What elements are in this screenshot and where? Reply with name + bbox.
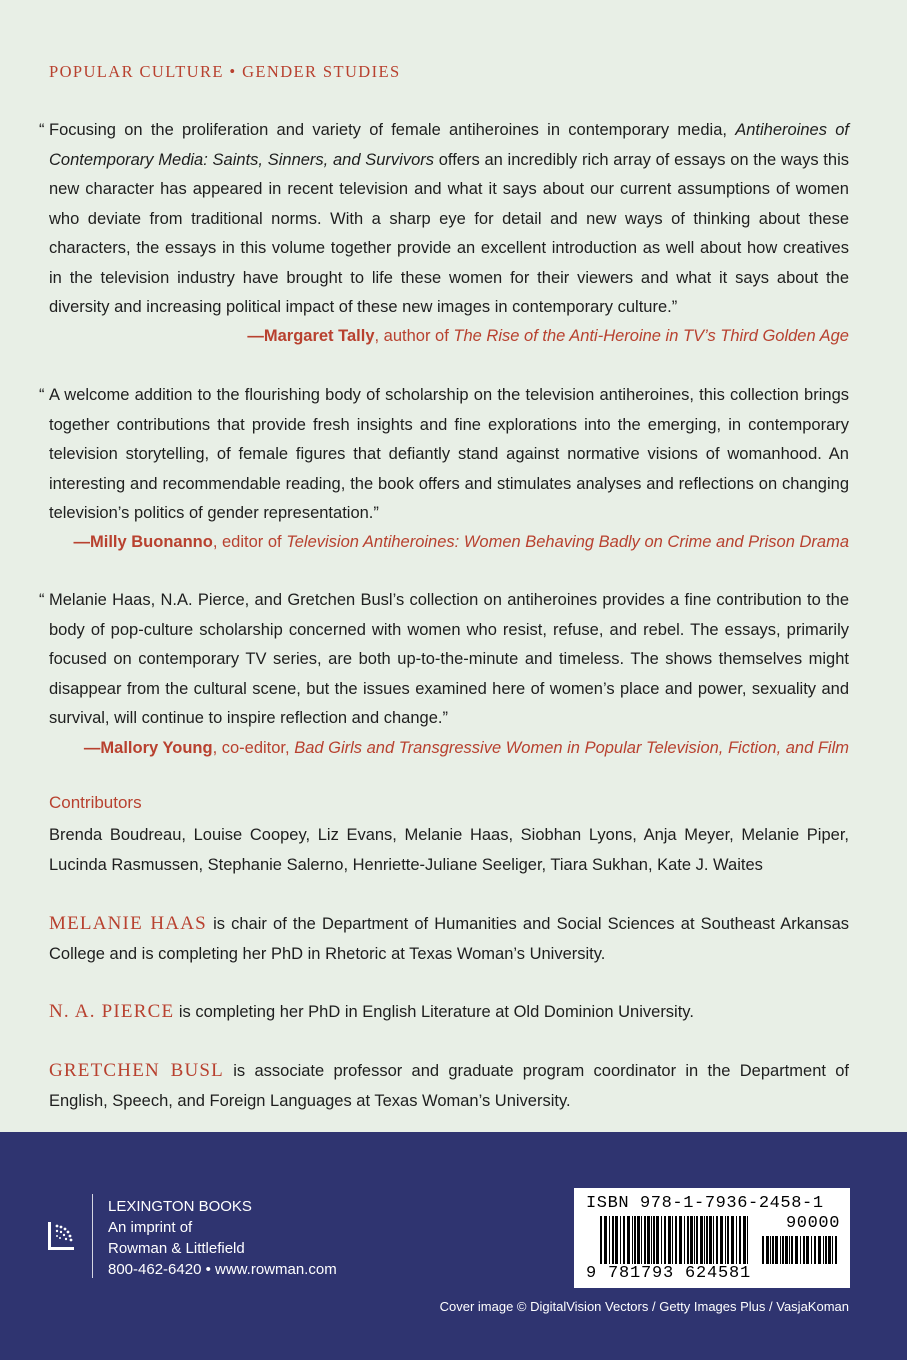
barcode-bar [811,1236,812,1264]
editor-bio-1 [49,909,849,969]
barcode-bar [684,1216,685,1264]
barcode-bar [789,1236,790,1264]
barcode-bar [762,1236,764,1264]
barcode-bar [612,1216,614,1264]
barcode-bar [736,1216,737,1264]
endorser-name: Mallory Young [100,739,213,757]
publisher-parent: Rowman & Littlefield [108,1240,245,1257]
barcode-bar [656,1216,659,1264]
barcode-bar [668,1216,671,1264]
barcode-bar [675,1216,677,1264]
barcode-bar [720,1216,723,1264]
publisher-contact: 800-462-6420 • www.rowman.com [108,1261,337,1278]
barcode-bar [800,1236,801,1264]
editor-bio-text: is chair of the Department of Humanities and Social Sciences at Southeast Arkansas College and is completing her PhD in Rhetoric at Texas Woman’s University. [49,915,849,963]
attribution-dash: — [83,739,101,757]
barcode-bar [743,1216,746,1264]
attribution-dash: — [73,533,90,551]
contributors-list: Brenda Boudreau, Louise Coopey, Liz Evans, Melanie Haas, Siobhan Lyons, Anja Meyer, Melanie Piper, Lucinda Rasmussen, Stephanie Salerno, Henriette-Juliane Seeliger, Tiara Sukhan, Kate J. Waites [49,826,849,874]
editor-name: MELANIE HAAS [49,913,207,934]
endorser-work: Television Antiheroines: Women Behaving Badly on Crime and Prison Drama [286,533,849,551]
barcode-bar [664,1216,666,1264]
editor-name: N. A. PIERCE [49,1001,175,1022]
endorser-name: Margaret Tally [263,327,375,345]
barcode-bar [644,1216,646,1264]
barcode-bar [739,1216,741,1264]
barcode-bar [634,1216,636,1264]
open-quote-mark: “ [39,591,45,609]
publisher-footer [0,1132,907,1360]
barcode-bar [651,1216,652,1264]
barcode-bar [661,1216,662,1264]
endorser-role: , editor of [212,533,287,551]
cover-image-credit: Cover image © DigitalVision Vectors / Getty Images Plus / VasjaKoman [439,1299,849,1314]
isbn-number: ISBN 978-1-7936-2458-1 [586,1194,824,1213]
book-title: Antiheroines of Contemporary Media: Saints, Sinners, and Survivors [49,121,849,169]
endorsement-quote-2 [39,381,849,529]
editor-bio-text: is associate professor and graduate program coordinator in the Department of English, Speech, and Foreign Languages at Texas Woman’s University. [49,1062,850,1110]
barcode-bar [780,1236,781,1264]
barcode-bar [653,1216,655,1264]
endorser-role: , author of [374,327,454,345]
barcode-bar [823,1236,824,1264]
publisher-imprint: An imprint of [108,1219,193,1236]
barcode-bar [828,1236,831,1264]
barcode-bar [731,1216,734,1264]
editor-name: GRETCHEN BUSL [49,1060,224,1081]
barcode-bar [623,1216,625,1264]
barcode-bar [620,1216,621,1264]
barcode-bars-main [600,1216,750,1264]
barcode-bar [772,1236,774,1264]
publisher-info [108,1196,337,1280]
barcode-bar [832,1236,833,1264]
open-quote-mark: “ [39,121,45,139]
quote-text: A welcome addition to the flourishing body of scholarship on the television antiheroines, this collection brings together contributions that provide fresh insights and fine explorations into the emerging, in contemporary television storytelling, of female figures that defiantly stand against normative visions of womanhood. An interesting and recommendable reading, the book offers and stimulates analyses and reflections on changing television’s politics of gender representation.” [49,386,849,522]
endorsement-attribution-2 [73,530,849,554]
barcode-bar [766,1236,769,1264]
barcode-bar [806,1236,809,1264]
publisher-logo-icon [46,1220,76,1254]
barcode-bar [704,1216,705,1264]
barcode-bar [835,1236,837,1264]
barcode-bar [803,1236,805,1264]
barcode-bar [615,1216,618,1264]
price-code: 90000 [785,1214,840,1233]
barcode-bar [716,1216,718,1264]
barcode-bar [647,1216,650,1264]
barcode-bar [795,1236,798,1264]
barcode-bar [600,1216,602,1264]
barcode-bars-addon [762,1236,840,1264]
barcode-bar [713,1216,714,1264]
barcode-bar [775,1236,778,1264]
barcode-bar [696,1216,698,1264]
barcode-bar [825,1236,827,1264]
barcode-bar [785,1236,788,1264]
endorsement-attribution-3 [84,736,849,760]
attribution-dash: — [247,327,264,345]
endorser-name: Milly Buonanno [89,533,213,551]
isbn-barcode [574,1188,850,1288]
endorser-work: Bad Girls and Transgressive Women in Popular Television, Fiction, and Film [294,739,849,757]
endorsement-quote-3 [39,586,849,734]
barcode-bar [725,1216,726,1264]
contributors-heading: Contributors [49,793,142,812]
barcode-bar [706,1216,708,1264]
barcode-bar [690,1216,693,1264]
quote-text: Melanie Haas, N.A. Pierce, and Gretchen Busl’s collection on antiheroines provides a fine contribution to the body of pop-culture scholarship concerned with women who resist, refuse, and rebel. The essays, primarily focused on contemporary TV series, are both up-to-the-minute and timeless. The shows themselves might disappear from the cultural scene, but the issues examined here of women’s place and power, sexuality and survival, will continue to inspire reflection and change.” [49,591,849,727]
barcode-bar [637,1216,640,1264]
endorsement-attribution-1 [247,324,849,348]
barcode-bar [791,1236,793,1264]
barcode-bar [770,1236,771,1264]
barcode-bar [709,1216,712,1264]
logo-divider [92,1194,93,1278]
barcode-bar [747,1216,748,1264]
editor-bio-2 [49,997,849,1028]
barcode-bar [782,1236,784,1264]
barcode-bar [694,1216,695,1264]
publisher-name: LEXINGTON BOOKS [108,1198,252,1215]
barcode-bar [641,1216,642,1264]
barcode-bar [727,1216,729,1264]
quote-text: Focusing on the proliferation and variety of female antiheroines in contemporary media, [49,121,736,139]
category-label: POPULAR CULTURE • GENDER STUDIES [49,62,401,81]
quote-text: offers an incredibly rich array of essays on the ways this new character has appeared in recent television and what it says about our current assumptions of women who deviate from traditional norms. With a sharp eye for detail and new ways of thinking about these characters, the essays in this volume together provide an excellent introduction as well about how creatives in the television industry have brought to life these women for their viewers and what it says about the diversity and increasing political impact of these new images in contemporary culture.” [49,150,849,316]
editor-bio-3 [49,1056,849,1116]
barcode-bar [632,1216,633,1264]
editor-bio-text: is completing her PhD in English Literature at Old Dominion University. [174,1003,694,1021]
endorsement-quote-1 [39,116,849,323]
barcode-bar [814,1236,816,1264]
barcode-bar [687,1216,689,1264]
open-quote-mark: “ [39,386,45,404]
barcode-bar [609,1216,610,1264]
barcode-bar [627,1216,630,1264]
barcode-bar [818,1236,821,1264]
barcode-bar [672,1216,673,1264]
endorser-work: The Rise of the Anti-Heroine in TV’s Third Golden Age [453,327,849,345]
endorser-role: , co-editor, [212,739,295,757]
barcode-bar [700,1216,703,1264]
barcode-bar [604,1216,607,1264]
barcode-bar [679,1216,682,1264]
ean-digits: 9 781793 624581 [586,1264,752,1283]
